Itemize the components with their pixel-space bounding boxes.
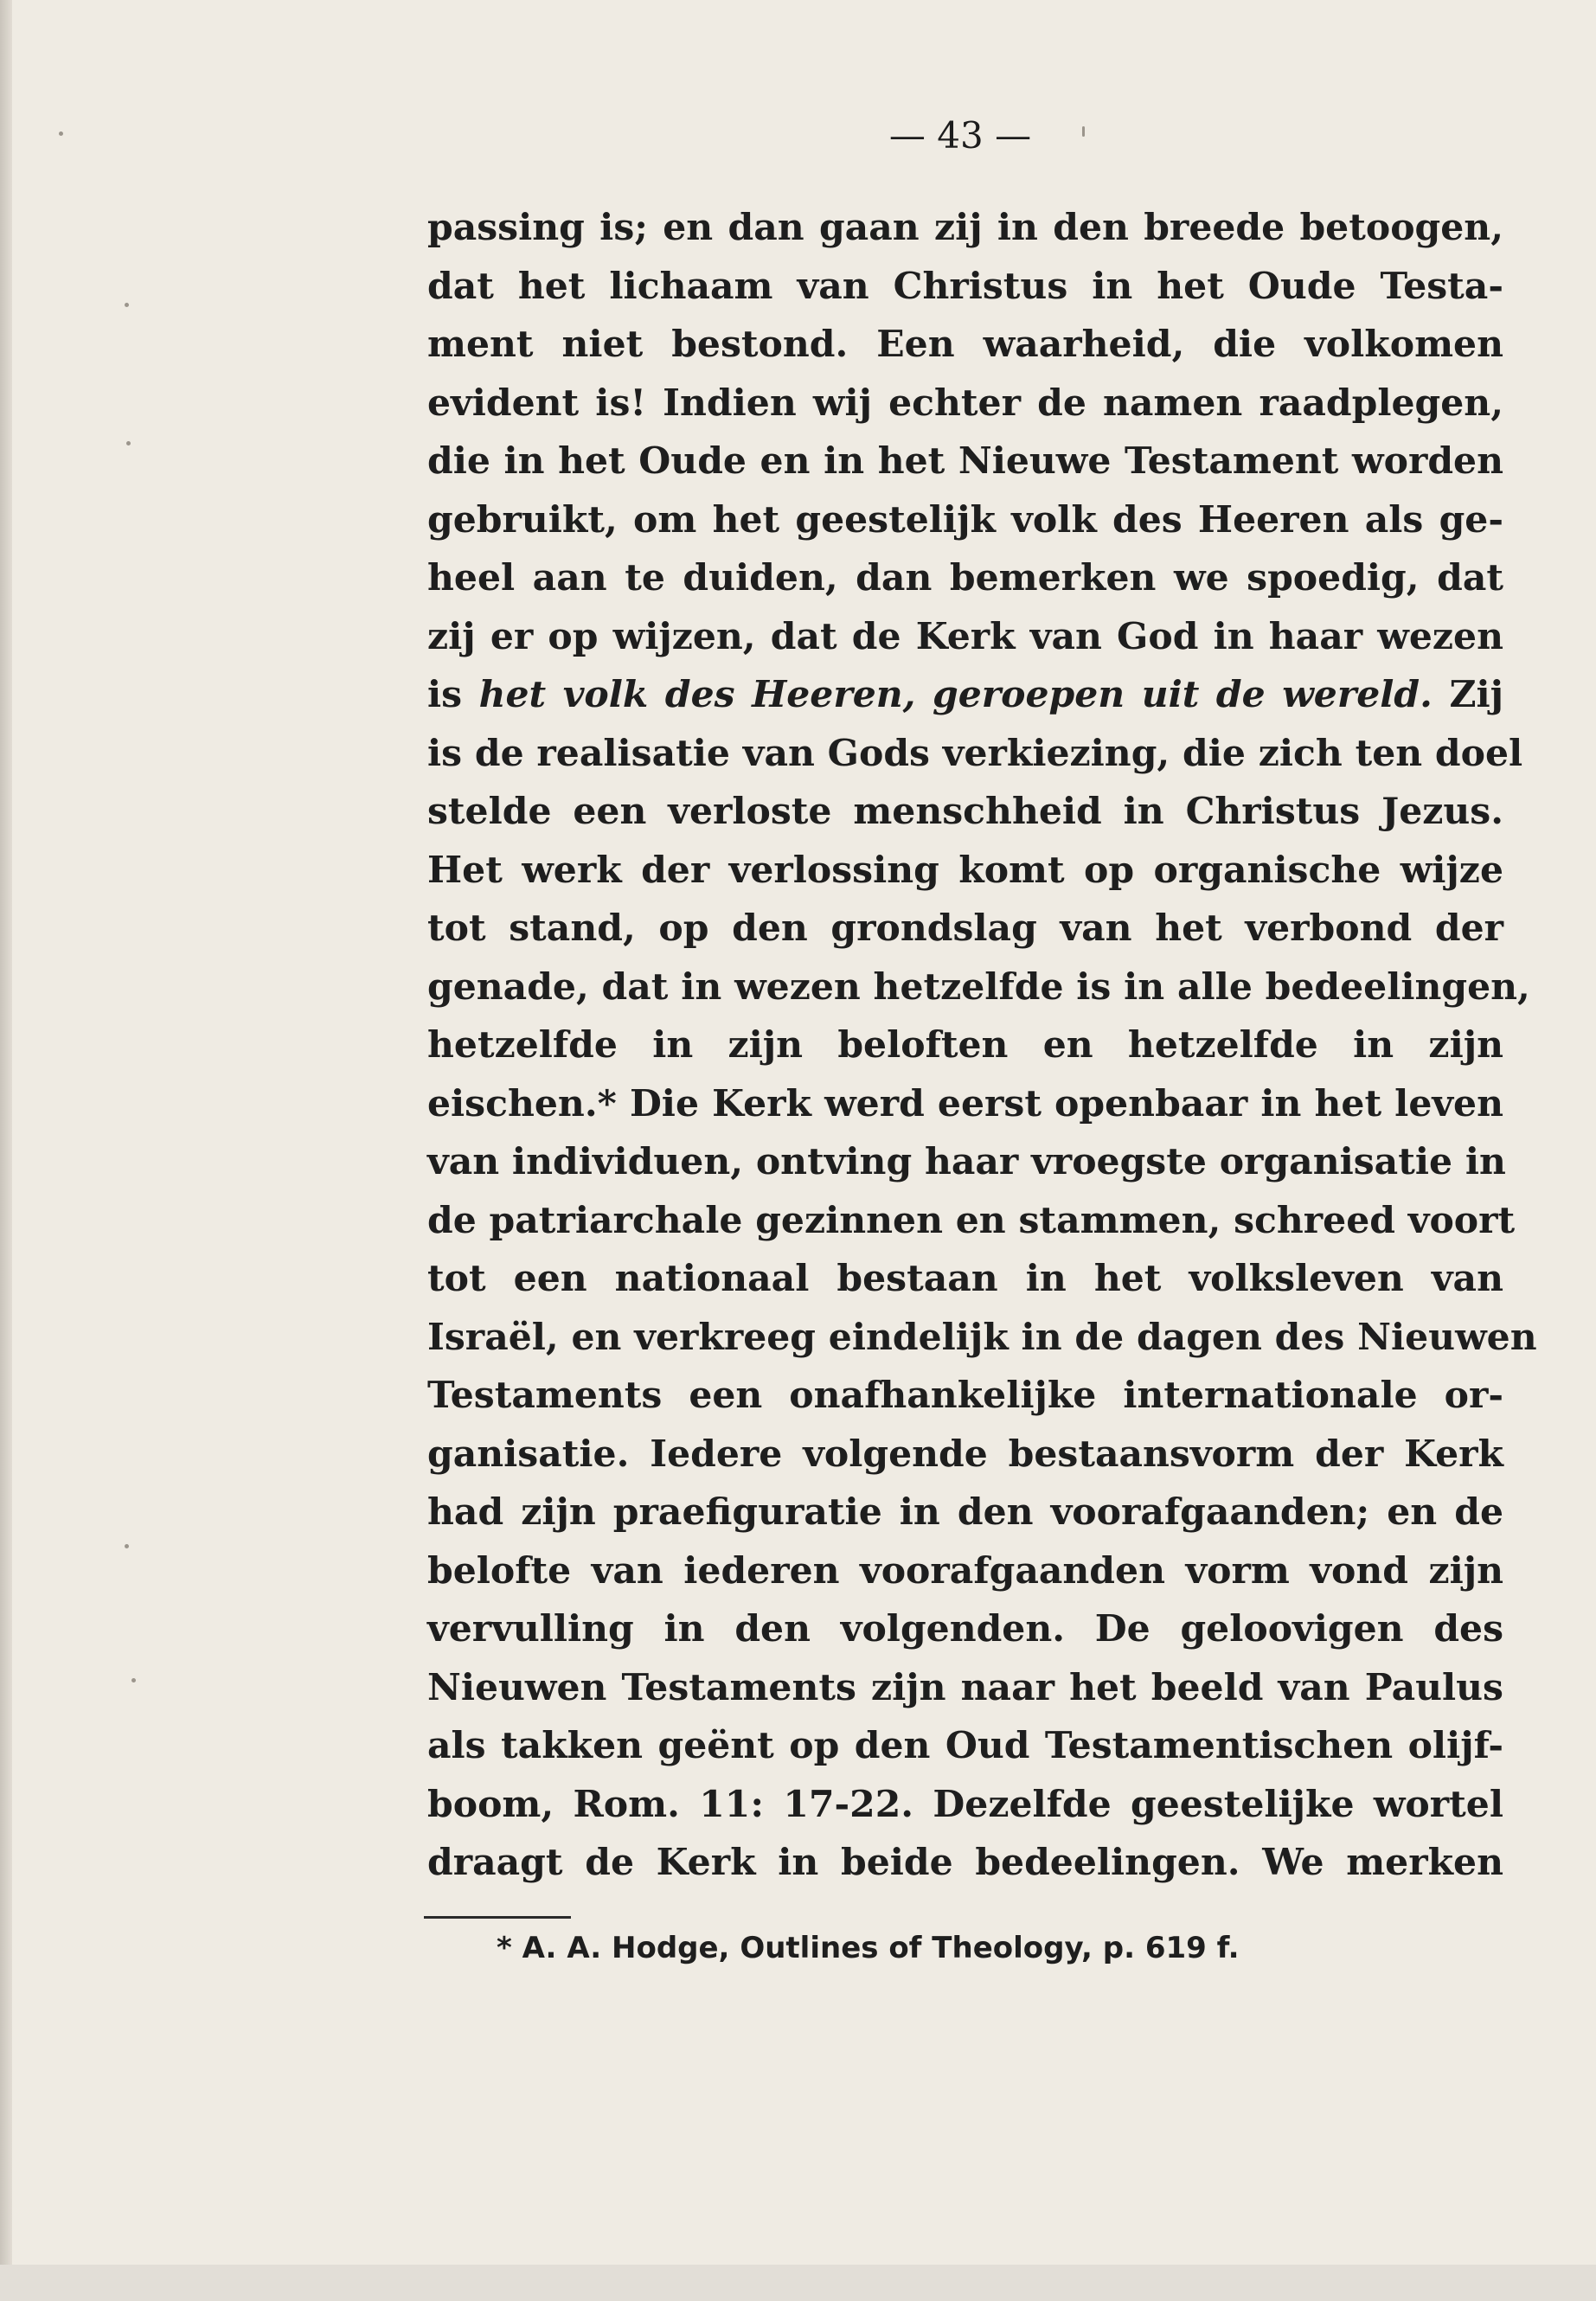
text-line: ment niet bestond. Een waarheid, die volkomen [427,323,1503,366]
text-line: had zijn praefiguratie in den voorafgaanden; en de [427,1490,1503,1534]
paper-speck [131,1678,136,1682]
footnote-divider [424,1916,571,1919]
text-line: passing is; en dan gaan zij in den breede betoogen, [427,206,1503,249]
body-text [427,199,1537,1893]
paper-speck [126,441,131,445]
text-line: genade, dat in wezen hetzelfde is in alle bedeelingen, [427,965,1530,1009]
text-line: de patriarchale gezinnen en stammen, schreed voort [427,1198,1516,1242]
text-line: Israël, en verkreeg eindelijk in de dagen des Nieuwen [427,1315,1537,1359]
paper-speck [125,303,129,307]
paper-speck [59,131,63,136]
text-line: ganisatie. Iedere volgende bestaansvorm der Kerk [427,1432,1503,1476]
text-line: evident is! Indien wij echter de namen raadplegen, [427,381,1503,425]
text-line: Nieuwen Testaments zijn naar het beeld van Paulus [427,1665,1503,1709]
text-line: stelde een verloste menschheid in Christus Jezus. [427,790,1503,833]
text-line: tot een nationaal bestaan in het volksleven van [427,1257,1503,1300]
text-fragment: Zij [1432,673,1503,716]
text-line: eischen.* Die Kerk werd eerst openbaar in het leven [427,1081,1503,1125]
text-line: dat het lichaam van Christus in het Oude Testa- [427,264,1503,308]
paper-speck [125,1544,129,1548]
text-line: als takken geënt op den Oud Testamentischen olijf- [427,1724,1503,1767]
text-line: is de realisatie van Gods verkiezing, die zich ten doel [427,731,1523,775]
text-line: van individuen, ontving haar vroegste organisatie in [427,1140,1506,1183]
text-line: heel aan te duiden, dan bemerken we spoedig, dat [427,556,1503,599]
text-line: boom, Rom. 11: 17-22. Dezelfde geestelijke wortel [427,1782,1503,1826]
text-line-with-italic [427,666,1503,725]
text-line: draagt de Kerk in beide bedeelingen. We merken [427,1841,1503,1884]
text-line: belofte van iederen voorafgaanden vorm vond zijn [427,1548,1503,1593]
text-line: gebruikt, om het geestelijk volk des Heeren als ge- [427,497,1503,542]
text-line: tot stand, op den grondslag van het verbond der [427,907,1503,950]
page-gutter [0,0,12,2301]
scan-bottom-edge [0,2265,1596,2301]
text-line: Het werk der verlossing komt op organische wijze [427,848,1503,892]
footnote: * A. A. Hodge, Outlines of Theology, p. 619 f. [497,1931,1240,1965]
text-line: die in het Oude en in het Nieuwe Testament worden [427,439,1503,483]
italic-phrase: het volk des Heeren, geroepen uit de wereld. [478,673,1433,716]
text-line: hetzelfde in zijn beloften en hetzelfde in zijn [427,1023,1503,1067]
text-fragment: is [427,673,479,716]
text-line: zij er op wijzen, dat de Kerk van God in haar wezen [427,614,1503,658]
page-number: — 43 — [888,114,1032,157]
text-line: vervulling in den volgenden. De geloovigen des [427,1607,1503,1650]
text-line: Testaments een onafhankelijke internationale or- [427,1374,1503,1417]
